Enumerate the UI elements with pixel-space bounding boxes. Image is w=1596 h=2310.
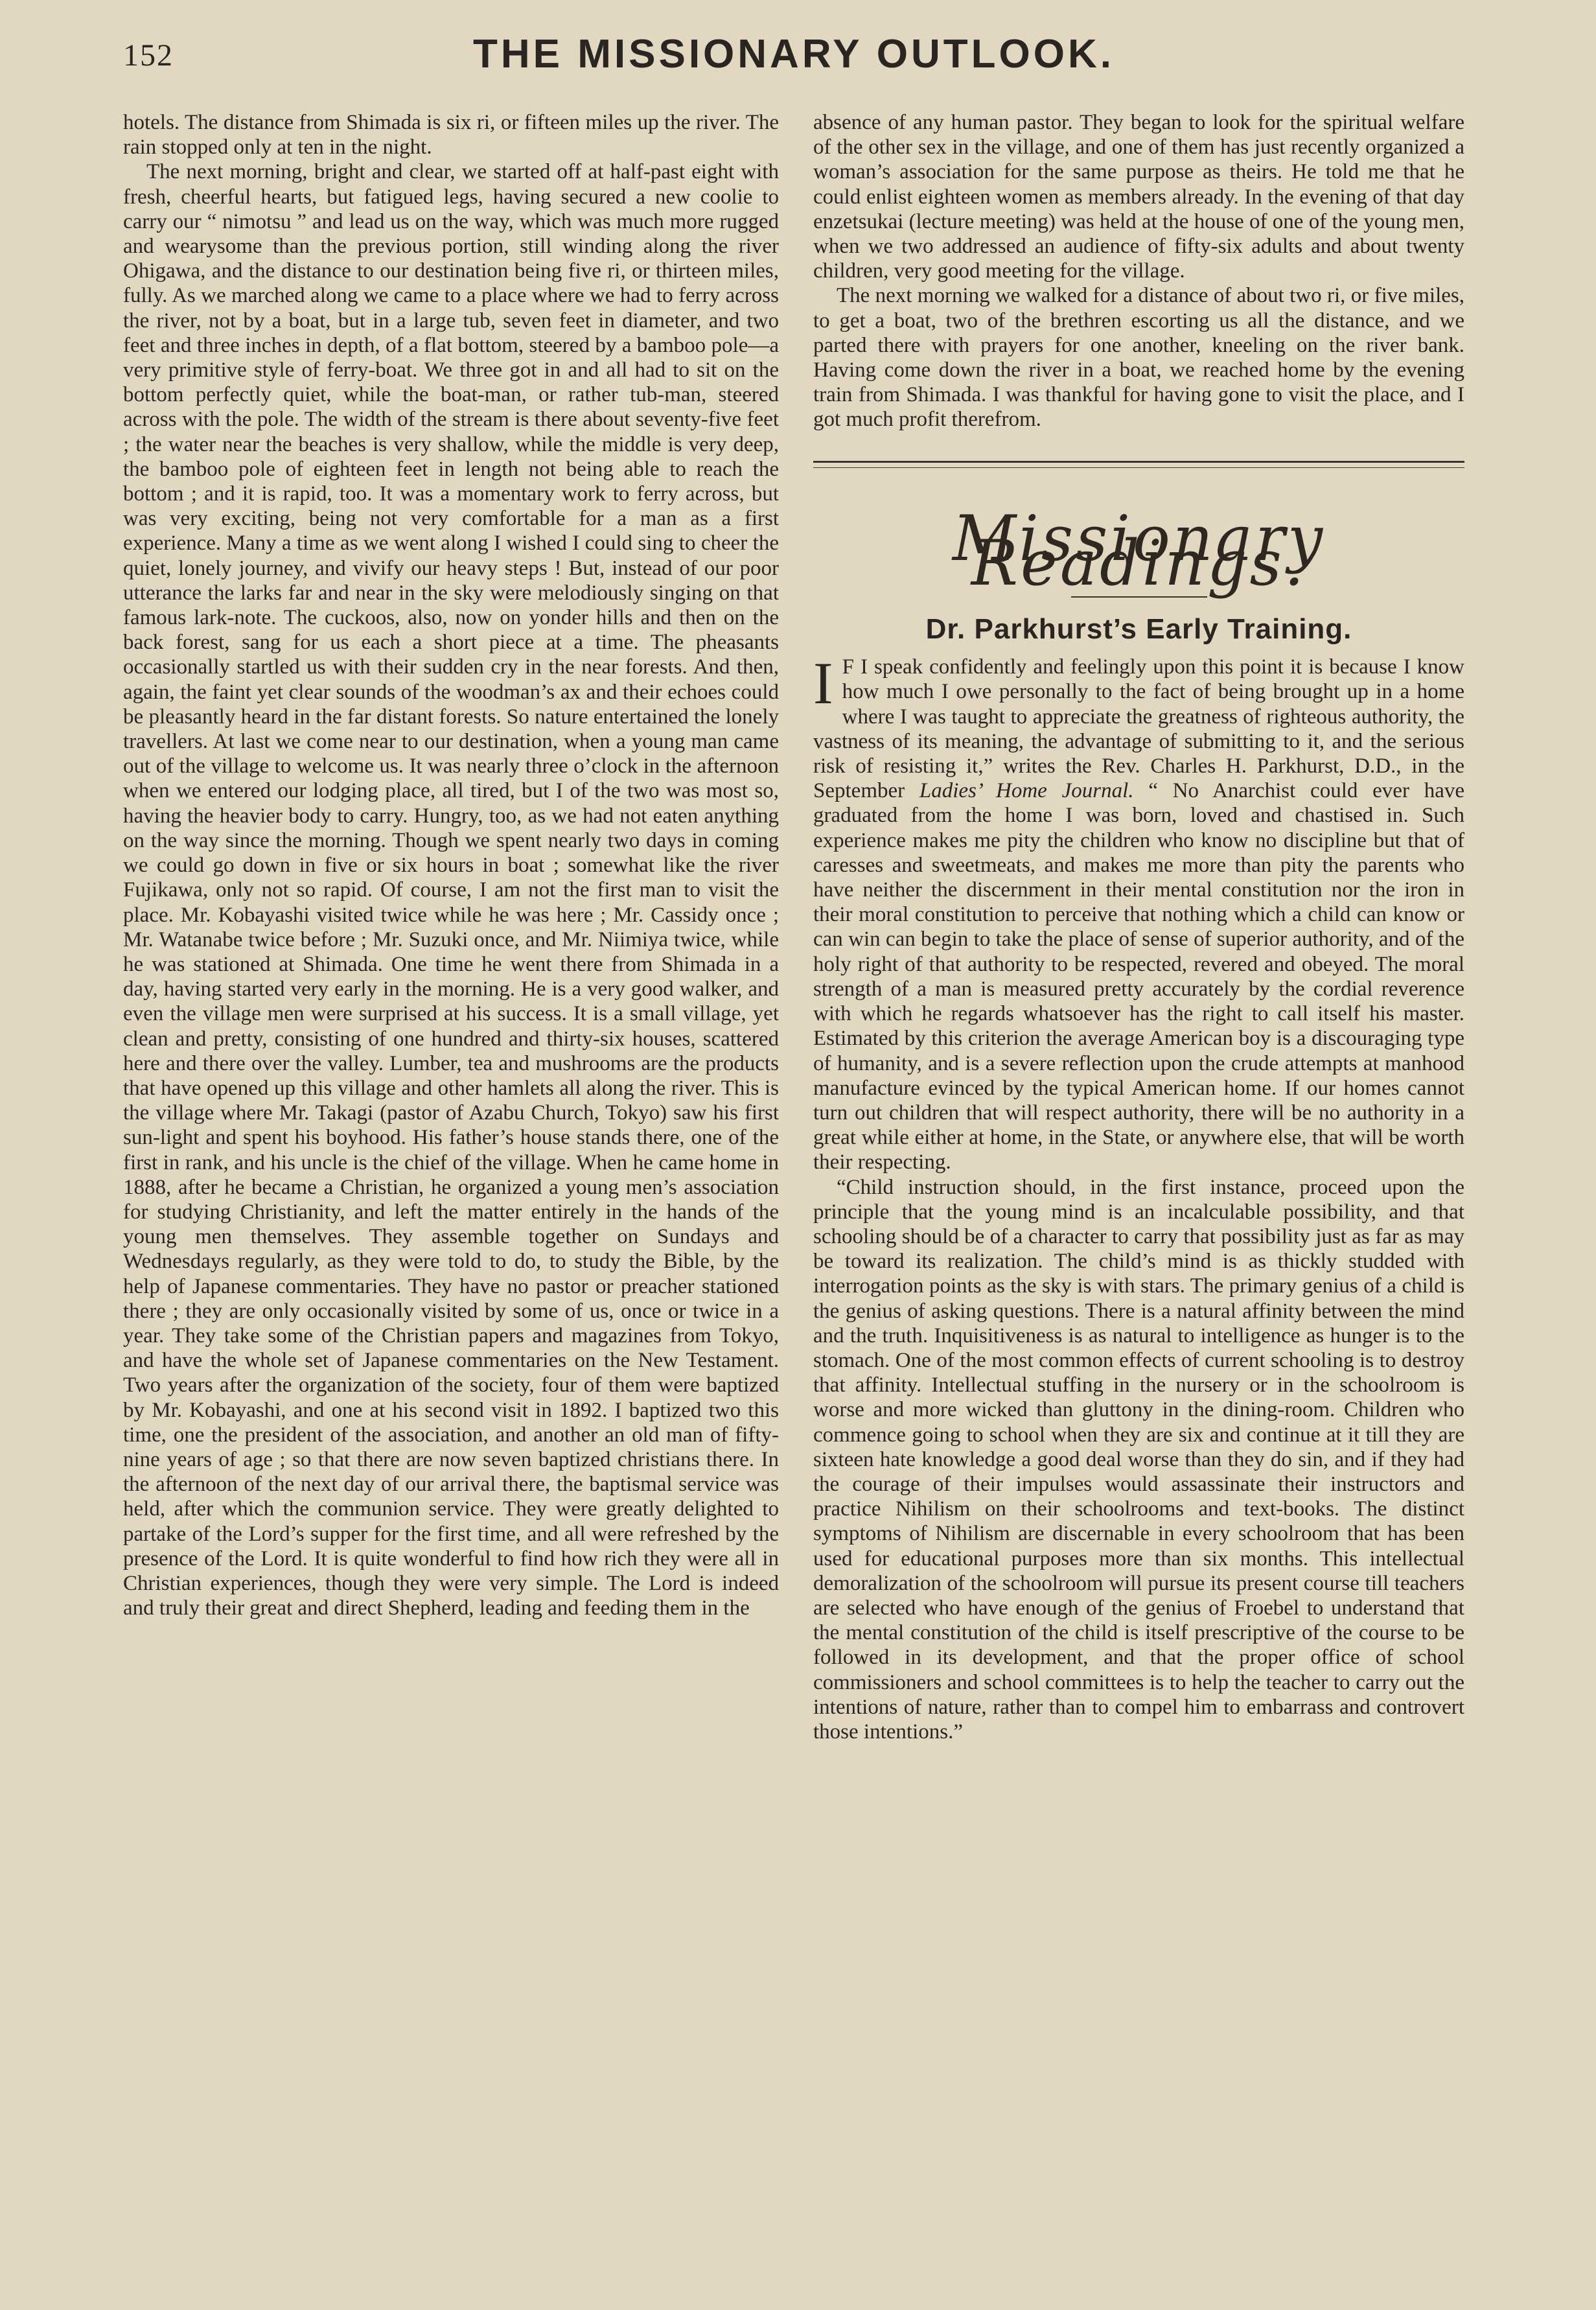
paragraph: The next morning we walked for a distance of about two ri, or five miles, to get a boat, two of the brethren escorting us all the distance, and we parted there with prayers for one another, kneeling on the river bank. Having come down the river in a boat, we reached home by the evening train from Shimada. I was thankful for having gone to visit the place, and I got much profit therefrom. [813, 284, 1464, 432]
publication-name: Ladies’ Home Journal. [919, 779, 1134, 803]
article-text: F I speak confidently and feelingly upon this point it is because I know how much I owe personally to the fact of being brought up in a home where I was taught to appreciate the greatness of righteous authority, the vastness of its meaning, the advantage of submitting to it, and the serious risk of resisting it,” writes the Rev. Charles H. Parkhurst, D.D., in the September [813, 655, 1464, 803]
left-column [123, 110, 779, 1620]
section-divider [813, 461, 1464, 468]
page-header [123, 26, 1464, 84]
article-paragraph: “Child instruction should, in the first instance, proceed upon the principle that the young mind is an incalculable possibility, and that schooling should be of a character to carry that possibility just as far as may be toward its realization. The child’s mind is as thickly studded with interrogation points as the sky is with stars. The primary genius of a child is the genius of asking questions. There is a natural affinity between the mind and the truth. Inquisitiveness is as natural to intelligence as hunger is to the stomach. One of the most common effects of current schooling is to destroy that affinity. Intellectual stuffing in the nursery or in the schoolroom is worse and more wicked than gluttony in the dining-room. Children who commence going to school when they are six and continue at it till they are sixteen hate knowledge a good deal worse than they do sin, and if they had the courage of their impulses would assassinate their instructors and practice Nihilism on their schoolrooms and text-books. The distinct symptoms of Nihilism are discernable in every schoolroom that has been used for educational purposes more than six months. This intellectual demoralization of the schoolroom will pursue its present course till teachers are selected who have enough of the genius of Froebel to understand that the mental constitution of the child is itself prescriptive of the course to be followed in its development, and that the proper office of school commissioners and school committees is to help the teacher to carry out the intentions of nature, rather than to compel him to embarrass and controvert those intentions.” [813, 1175, 1464, 1744]
article-title: Dr. Parkhurst’s Early Training. [925, 613, 1352, 646]
article-text: “ No Anarchist could ever have graduated from the home I was born, loved and chastised in. Such experience makes me pity the children who know no discipline but that of caresses and sweetmeats, and makes me more than pity the parents who have neither the discernment in their mental constitution nor the iron in their moral constitution to perceive that nothing which a child can know or can win can begin to take the place of sense of superior authority, and of the holy right of that authority to be respected, revered and obeyed. The moral strength of a man is measured pretty accurately by the cordial reverence with which he regards whatsoever has the right to call itself his master. Estimated by this criterion the average American boy is a discouraging type of humanity, and is a severe reflection upon the crude attempts at manhood manufacture evinced by the typical American home. If our homes cannot turn out children that will respect authority, there will be no authority in a great while either at home, in the State, or anywhere else, that will be worth their respecting. [813, 779, 1464, 1174]
page-number: 152 [123, 38, 174, 73]
right-column [813, 110, 1464, 1744]
paragraph: absence of any human pastor. They began to look for the spiritual welfare of the other sex in the village, and one of them has just recently organized a woman’s association for the same purpose as theirs. He told me that he could enlist eighteen women as members already. In the evening of that day enzetsukai (lecture meeting) was held at the house of one of the young men, when we two addressed an audience of fifty-six adults and about twenty children, very good meeting for the village. [813, 111, 1464, 283]
paragraph: hotels. The distance from Shimada is six ri, or fifteen miles up the river. The rain stopped only at ten in the night. [123, 111, 779, 159]
article-paragraph [813, 650, 1464, 1174]
paragraph: The next morning, bright and clear, we started off at half-past eight with fresh, cheerful hearts, but fatigued legs, having secured a new coolie to carry our “ nimotsu ” and lead us on the way, which was much more rugged and wearysome than the previous portion, still winding along the river Ohigawa, and the distance to our destination being five ri, or thirteen miles, fully. As we marched along we came to a place where we had to ferry across the river, not by a boat, but in a large tub, seven feet in diameter, and two feet and three inches in depth, of a flat bottom, steered by a bamboo pole—a very primitive style of ferry-boat. We three got in and all had to sit on the bottom perfectly quiet, while the boat-man, or rather tub-man, steered across with the pole. The width of the stream is there about seventy-five feet ; the water near the beaches is very shallow, while the middle is very deep, the bamboo pole of eighteen feet in length not being able to reach the bottom ; and it is rapid, too. It was a momentary work to ferry across, but was very exciting, being not very comfortable for a man as a first experience. Many a time as we went along I wished I could sing to cheer the quiet, lonely journey, and vivify our heavy steps ! But, instead of our poor utterance the larks far and near in the sky were melodiously singing on that famous lark-note. The cuckoos, also, now on yonder hills and then on the back forest, sang for us each a short piece at a time. The pheasants occasionally startled us with their sudden cry in the near forests. And then, again, the faint yet clear sounds of the woodman’s ax and their echoes could be pleasantly heard in the far distant forests. So nature entertained the lonely travellers. At last we come near to our destination, when a young man came out of the village to welcome us. It was nearly three o’clock in the afternoon when we entered our lodging place, all tired, but I of the two was most so, having the heavier body to carry. Hungry, too, as we had not eaten anything on the way since the morning. Though we spent nearly two days in coming we could go down in five or six hours in boat ; somewhat like the river Fujikawa, only not so rapid. Of course, I am not the first man to visit the place. Mr. Kobayashi visited twice while he was here ; Mr. Cassidy once ; Mr. Watanabe twice before ; Mr. Suzuki once, and Mr. Niimiya twice, while he was stationed at Shimada. One time he went there from Shimada in a day, having started very early in the morning. He is a very good walker, and even the village men were surprised at his success. It is a small village, yet clean and pretty, consisting of one hundred and thirty-six houses, scattered here and there over the valley. Lumber, tea and mushrooms are the products that have opened up this village and other hamlets all along the river. This is the village where Mr. Takagi (pastor of Azabu Church, Tokyo) saw his first sun-light and spent his boyhood. His father’s house stands there, one of the first in rank, and his uncle is the chief of the village. When he came home in 1888, after he became a Christian, he organized a young men’s association for studying Christianity, and left the matter entirely in the hands of the young men themselves. They assemble together on Sundays and Wednesdays regularly, as they were told to do, to study the Bible, by the help of Japanese commentaries. They have no pastor or preacher stationed there ; they are only occasionally visited by some of us, once or twice in a year. They take some of the Christian papers and magazines from Tokyo, and have the whole set of Japanese commentaries on the New Testament. Two years after the organization of the society, four of them were baptized by Mr. Kobayashi, and one at his second visit in 1892. I baptized two this time, one the president of the association, and another an old man of fifty-nine years of age ; so that there are now seven baptized christians there. In the afternoon of the next day of our arrival there, the baptismal service was held, after which the communion service. They were greatly delighted to partake of the Lord’s supper for the first time, and all were refreshed by the presence of the Lord. It is quite wonderful to find how rich they were all in Christian experiences, though they were very simple. The Lord is indeed and truly their great and direct Shepherd, leading and feeding them in the [123, 160, 779, 1620]
drop-cap: I [813, 650, 833, 717]
running-title: THE MISSIONARY OUTLOOK. [473, 32, 1115, 76]
section-title: Missionary Readings. [952, 502, 1326, 600]
